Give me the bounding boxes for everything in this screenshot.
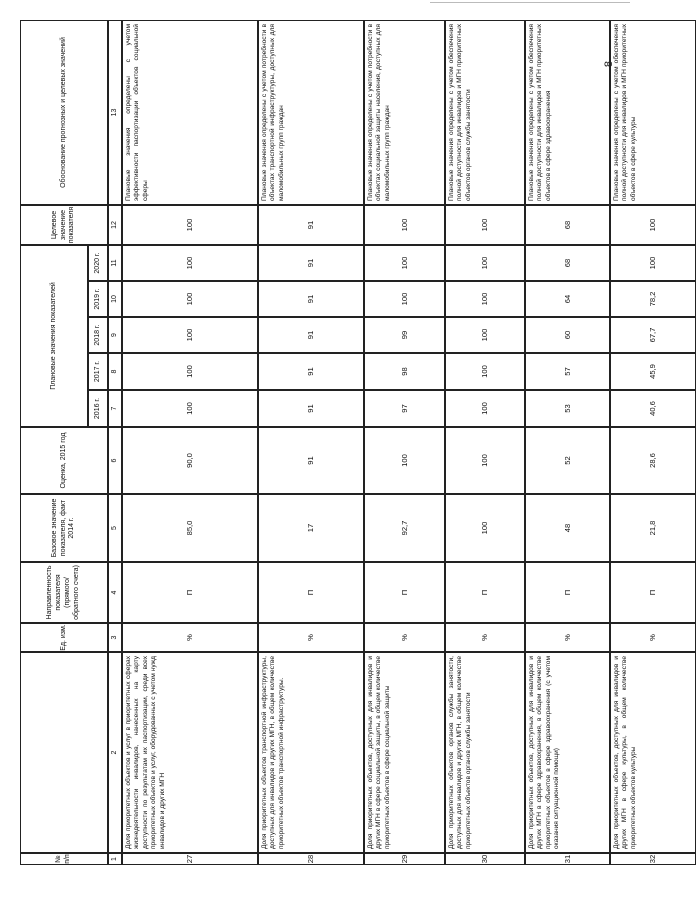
row-29-direction	[364, 562, 445, 623]
row-28-estimate-text: 91	[306, 456, 316, 465]
row-32-base-text: 21,8	[648, 520, 658, 536]
header-year-2020	[88, 245, 108, 281]
row-27-base-text: 85,0	[185, 520, 195, 536]
header-year-2018	[88, 317, 108, 353]
row-29-y2020-text: 100	[399, 256, 409, 270]
row-30-base-text: 100	[480, 521, 490, 535]
row-27-y2019	[122, 281, 258, 317]
row-27-y2016	[122, 390, 258, 427]
row-28-target	[258, 205, 364, 245]
row-28-target-text: 91	[306, 220, 316, 230]
column-number-text: 13	[110, 108, 118, 117]
row-28-justification-text: Плановые значения определены с учетом потребности в объектах транспортной инфраструктуры, доступных для маломобильных групп граждан	[261, 24, 285, 201]
row-31-estimate	[525, 427, 610, 494]
column-number	[108, 623, 122, 652]
row-30-y2016-text: 100	[480, 402, 490, 415]
row-27-justification	[122, 20, 258, 205]
column-number-text: 3	[110, 635, 118, 640]
header-year-2016	[88, 390, 108, 427]
row-29-justification-text: Плановые значения определены с учетом потребности в объектах социальной защиты населения, доступных для маломобильных групп граждан	[367, 24, 391, 201]
page-number: 8	[603, 60, 616, 68]
row-29-y2016	[364, 390, 445, 427]
header-unit	[20, 623, 108, 652]
row-31-y2019	[525, 281, 610, 317]
row-30-justification	[445, 20, 525, 205]
row-31-no	[525, 853, 610, 865]
row-32-y2018	[610, 317, 696, 353]
row-27-y2020	[122, 245, 258, 281]
row-30-estimate-text: 100	[480, 454, 490, 467]
header-base-text: Базовое значение показателя, факт 2014 г.	[50, 498, 76, 558]
column-number-text: 10	[110, 295, 118, 303]
row-32-estimate-text: 28,6	[648, 453, 658, 468]
row-32-y2020-text: 100	[648, 256, 658, 270]
row-29-direction-text: П	[399, 589, 409, 596]
row-27-y2018	[122, 317, 258, 353]
header-year-2020-text: 2020 г.	[93, 252, 101, 274]
column-number	[108, 353, 122, 390]
column-number	[108, 853, 122, 865]
header-year-2016-text: 2016 г.	[93, 397, 101, 420]
row-32-y2017-text: 45,9	[648, 364, 658, 379]
row-32-unit-text: %	[648, 634, 658, 641]
row-29-y2019-text: 100	[399, 292, 409, 306]
row-29-y2018	[364, 317, 445, 353]
row-32-target	[610, 205, 696, 245]
row-30-y2017	[445, 353, 525, 390]
row-31-base-text: 48	[562, 523, 572, 533]
row-30-direction-text: П	[480, 589, 490, 596]
header-name-blank	[20, 652, 108, 853]
row-32-justification	[610, 20, 696, 205]
column-number	[108, 427, 122, 494]
row-32-unit	[610, 623, 696, 652]
row-32-y2018-text: 67,7	[648, 327, 658, 343]
row-29-unit	[364, 623, 445, 652]
header-estimate	[20, 427, 108, 494]
header-estimate-text: Оценка, 2015 год	[59, 432, 67, 489]
row-29-no	[364, 853, 445, 865]
row-29-base	[364, 494, 445, 562]
row-27-y2017-text: 100	[185, 365, 195, 378]
row-30-estimate	[445, 427, 525, 494]
row-28-justification	[258, 20, 364, 205]
row-28-y2017-text: 91	[306, 367, 316, 376]
row-28-y2020	[258, 245, 364, 281]
row-31-justification	[525, 20, 610, 205]
row-27-y2018-text: 100	[185, 328, 195, 342]
row-32-y2020	[610, 245, 696, 281]
row-30-y2018	[445, 317, 525, 353]
column-number	[108, 205, 122, 245]
row-27-estimate-text: 90,0	[185, 453, 195, 468]
row-29-y2019	[364, 281, 445, 317]
row-30-y2016	[445, 390, 525, 427]
row-30-unit-text: %	[480, 634, 490, 641]
column-number	[108, 317, 122, 353]
row-32-direction	[610, 562, 696, 623]
header-unit-text: Ед. изм.	[59, 624, 67, 651]
column-number	[108, 562, 122, 623]
column-number-text: 2	[110, 750, 118, 755]
row-32-y2019	[610, 281, 696, 317]
row-31-unit	[525, 623, 610, 652]
column-number	[108, 390, 122, 427]
row-29-no-text: 29	[399, 854, 409, 864]
row-29-justification	[364, 20, 445, 205]
row-31-y2017	[525, 353, 610, 390]
row-31-y2020	[525, 245, 610, 281]
row-28-direction-text: П	[306, 589, 316, 596]
row-30-y2020-text: 100	[480, 256, 490, 270]
row-32-no	[610, 853, 696, 865]
row-28-direction	[258, 562, 364, 623]
row-32-name	[610, 652, 696, 853]
row-31-justification-text: Плановые значения определены с учетом обеспечения полной доступности для инвалидов и МГН приоритетных объектов в сфере здравоохранения	[528, 24, 552, 201]
column-number-text: 1	[110, 857, 118, 861]
header-planned	[20, 245, 88, 427]
row-31-y2018	[525, 317, 610, 353]
row-27-y2020-text: 100	[185, 256, 195, 270]
row-32-y2019-text: 78,2	[648, 291, 658, 307]
row-31-y2016	[525, 390, 610, 427]
column-number-text: 6	[110, 458, 118, 463]
row-30-y2017-text: 100	[480, 365, 490, 378]
header-direction-text: Направленность показателя (прямого/обратного счета)	[46, 565, 80, 620]
row-32-target-text: 100	[648, 218, 658, 232]
row-28-y2016-text: 91	[306, 404, 316, 413]
row-32-estimate	[610, 427, 696, 494]
row-27-y2017	[122, 353, 258, 390]
row-29-target	[364, 205, 445, 245]
row-31-name	[525, 652, 610, 853]
row-30-y2019-text: 100	[480, 292, 490, 306]
row-30-y2020	[445, 245, 525, 281]
column-number-text: 9	[110, 333, 118, 337]
row-30-no	[445, 853, 525, 865]
row-31-direction	[525, 562, 610, 623]
row-27-direction	[122, 562, 258, 623]
row-27-justification-text: Плановые значения определены с учетом эффективности паспортизации объектов социальной сферы	[125, 24, 149, 201]
column-number-text: 7	[110, 406, 118, 411]
header-year-2017	[88, 353, 108, 390]
row-28-estimate	[258, 427, 364, 494]
row-29-name-text: Доля приоритетных объектов, доступных для инвалидов и других МГН в сфере социальной защиты, в общем количестве приоритетных объектов в сфере социальной защиты	[367, 656, 391, 849]
row-27-name	[122, 652, 258, 853]
row-30-y2019	[445, 281, 525, 317]
column-number	[108, 20, 122, 205]
column-number	[108, 494, 122, 562]
row-32-direction-text: П	[648, 589, 658, 596]
row-31-no-text: 31	[562, 854, 572, 864]
row-28-unit-text: %	[306, 634, 316, 641]
row-27-estimate	[122, 427, 258, 494]
row-32-no-text: 32	[648, 854, 658, 864]
row-27-no	[122, 853, 258, 865]
row-29-y2016-text: 97	[399, 404, 409, 413]
column-number-text: 4	[110, 590, 118, 595]
row-30-direction	[445, 562, 525, 623]
row-29-estimate-text: 100	[399, 454, 409, 467]
row-31-direction-text: П	[562, 589, 572, 596]
header-no	[20, 853, 108, 865]
header-direction	[20, 562, 108, 623]
row-27-name-text: Доля приоритетных объектов и услуг в приоритетных сферах жизнедеятельности инвалидов, нанесенных на карту доступности по результатам их паспортизации, среди всех приоритетных объектов и услуг, оборудованных с учетом нужд инвалидов и других МГН	[125, 656, 166, 849]
row-27-base	[122, 494, 258, 562]
row-31-y2017-text: 57	[562, 367, 572, 376]
row-28-name-text: Доля приоритетных объектов транспортной инфраструктуры, доступных для инвалидов и других МГН, в общем количестве приоритетных объектов транспортной инфраструктуры.	[261, 656, 285, 849]
column-number-text: 11	[110, 259, 118, 267]
row-30-target	[445, 205, 525, 245]
row-28-y2019	[258, 281, 364, 317]
row-28-y2018	[258, 317, 364, 353]
row-32-justification-text: Плановые значения определены с учетом обеспечения полной доступности для инвалидов и МГН приоритетных объектов в сфере культуры	[613, 24, 637, 201]
row-28-base	[258, 494, 364, 562]
column-number-text: 12	[110, 221, 118, 229]
row-30-justification-text: Плановые значения определены с учетом обеспечения полной доступности для инвалидов и МГН приоритетных объектов органов службы занятости	[448, 24, 472, 201]
row-29-y2020	[364, 245, 445, 281]
row-29-base-text: 92,7	[399, 520, 409, 536]
header-justification	[20, 20, 108, 205]
row-28-base-text: 17	[306, 523, 316, 533]
row-28-y2019-text: 91	[306, 294, 316, 304]
row-27-y2016-text: 100	[185, 402, 195, 415]
row-32-y2016-text: 40,6	[648, 401, 658, 416]
row-31-name-text: Доля приоритетных объектов, доступных для инвалидов и других МГН в сфере здравоохранения, в общем количестве приоритетных объектов в сфере здравоохранения (с учетом оказания ситуационной помощи)	[528, 656, 561, 849]
row-30-target-text: 100	[480, 218, 490, 232]
row-27-no-text: 27	[185, 854, 195, 864]
column-number	[108, 245, 122, 281]
row-29-name	[364, 652, 445, 853]
row-28-unit	[258, 623, 364, 652]
header-year-2019-text: 2019 г.	[93, 288, 101, 310]
row-27-unit	[122, 623, 258, 652]
row-31-unit-text: %	[562, 634, 572, 641]
row-28-y2018-text: 91	[306, 330, 316, 340]
header-target-text: Целевое значение показателя	[50, 206, 76, 244]
row-27-unit-text: %	[185, 634, 195, 641]
row-30-name	[445, 652, 525, 853]
row-29-y2018-text: 99	[399, 330, 409, 340]
row-31-y2018-text: 60	[562, 330, 572, 340]
row-30-no-text: 30	[480, 854, 490, 864]
row-28-y2020-text: 91	[306, 258, 316, 268]
header-target	[20, 205, 108, 245]
header-no-text: № п/п	[55, 854, 71, 864]
header-year-2019	[88, 281, 108, 317]
row-31-y2019-text: 64	[562, 294, 572, 304]
row-30-y2018-text: 100	[480, 328, 490, 342]
row-27-y2019-text: 100	[185, 292, 195, 306]
row-31-target-text: 68	[562, 220, 572, 230]
row-28-no-text: 28	[306, 854, 316, 864]
column-number-text: 5	[110, 526, 118, 530]
column-number	[108, 652, 122, 853]
header-base	[20, 494, 108, 562]
row-28-y2016	[258, 390, 364, 427]
row-28-y2017	[258, 353, 364, 390]
header-justification-text: Обоснование прогнозных и целевых значений	[59, 37, 67, 188]
row-29-target-text: 100	[399, 218, 409, 232]
row-31-y2020-text: 68	[562, 258, 572, 268]
row-32-y2016	[610, 390, 696, 427]
row-27-target	[122, 205, 258, 245]
row-29-unit-text: %	[399, 634, 409, 641]
row-29-estimate	[364, 427, 445, 494]
column-number-text: 8	[110, 369, 118, 374]
row-31-estimate-text: 52	[562, 456, 572, 465]
row-31-base	[525, 494, 610, 562]
row-32-base	[610, 494, 696, 562]
column-number	[108, 281, 122, 317]
row-31-y2016-text: 53	[562, 404, 572, 413]
row-27-target-text: 100	[185, 218, 195, 232]
row-29-y2017	[364, 353, 445, 390]
header-year-2017-text: 2017 г.	[93, 360, 101, 383]
row-32-name-text: Доля приоритетных объектов, доступных для инвалидов и других МГН в сфере культуры, в общем количестве приоритетных объектов культуры	[613, 656, 637, 849]
header-planned-text: Плановые значения показателей	[49, 282, 57, 390]
row-30-unit	[445, 623, 525, 652]
row-32-y2017	[610, 353, 696, 390]
header-year-2018-text: 2018 г.	[93, 324, 101, 346]
row-27-direction-text: П	[185, 589, 195, 596]
row-31-target	[525, 205, 610, 245]
row-30-name-text: Доля приоритетных объектов органов службы занятости, доступных для инвалидов и других МГН, в общем количестве приоритетных объектов органов службы занятости	[448, 656, 472, 849]
row-29-y2017-text: 98	[399, 367, 409, 376]
row-28-no	[258, 853, 364, 865]
row-30-base	[445, 494, 525, 562]
row-28-name	[258, 652, 364, 853]
